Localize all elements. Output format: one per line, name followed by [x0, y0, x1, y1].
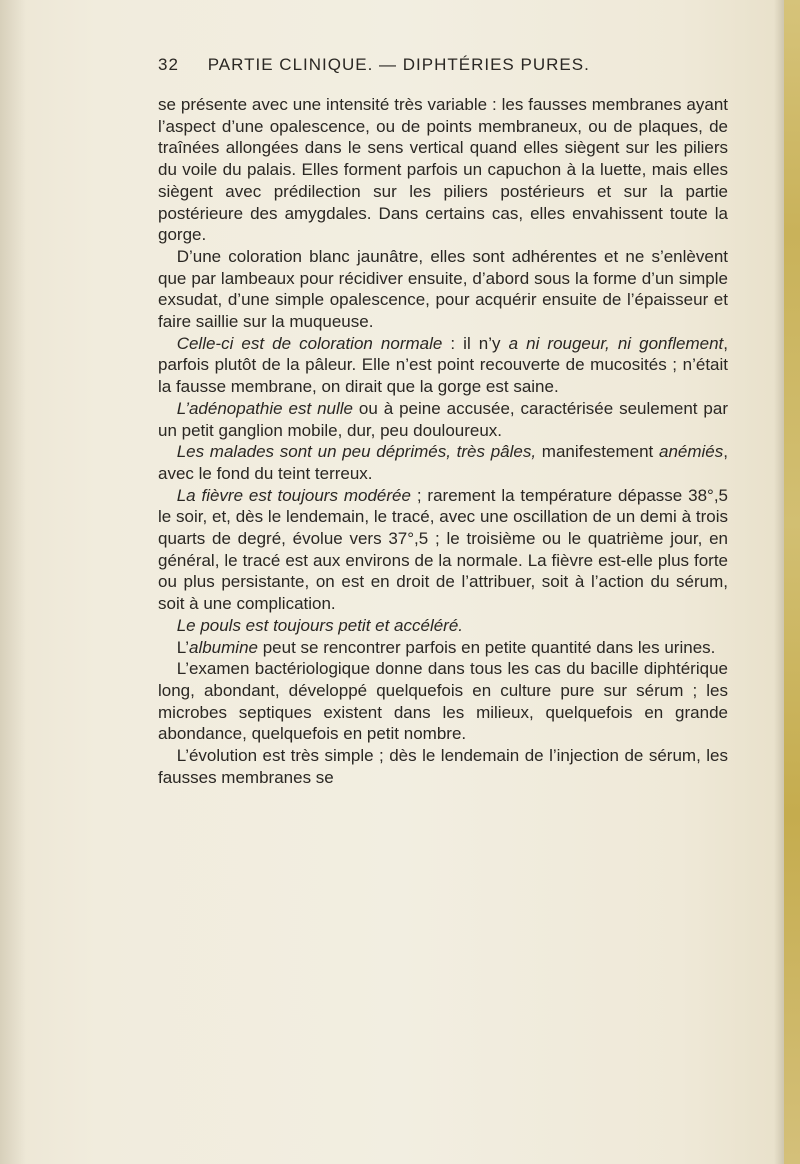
paragraph	[158, 441, 728, 484]
paragraph	[158, 745, 728, 788]
paragraph	[158, 637, 728, 659]
page-edge-shadow	[774, 0, 784, 1164]
italic-run: Le pouls est toujours petit et accéléré.	[176, 615, 464, 635]
text-run: manifestement	[536, 442, 659, 462]
paragraph	[158, 398, 728, 441]
text-run: peut se rencontrer parfois en petite quantité dans les urines.	[257, 637, 716, 657]
text-run: L’évolution est très simple ; dès le lendemain de l’injection de sérum, les fausses membranes se	[158, 746, 728, 787]
body-text	[158, 94, 728, 789]
paragraph	[158, 485, 728, 615]
gutter-shadow	[0, 0, 26, 1164]
running-header	[158, 55, 728, 75]
text-run: : il n’y	[442, 333, 509, 353]
paragraph	[158, 333, 728, 398]
paragraph	[158, 246, 728, 333]
italic-run: anémiés	[659, 442, 724, 462]
italic-run: Celle-ci est de coloration normale	[176, 333, 443, 353]
italic-run: a ni rougeur, ni gonflement	[508, 333, 724, 353]
text-run: ; rarement la température dépasse 38°,5 le soir, et, dès le lendemain, le tracé, avec une oscillation de un demi à trois quarts de degré, évolue vers 37°,5 ; le troisième ou le quatrième jour, en général, le tracé est aux environs de la normale. La fièvre est-elle plus forte ou plus persistante, on est en droit de l’attribuer, soit à l’action du sérum, soit à une complication.	[158, 485, 728, 614]
paragraph	[158, 615, 728, 637]
text-run: , avec le fond du teint terreux.	[158, 442, 728, 483]
italic-run: Les malades sont un peu déprimés, très pâles,	[176, 442, 537, 462]
paragraph	[158, 658, 728, 745]
page-number: 32	[158, 55, 179, 74]
italic-run: albumine	[188, 637, 258, 657]
italic-run: L’adénopathie est nulle	[176, 398, 353, 418]
running-title: PARTIE CLINIQUE. — DIPHTÉRIES PURES.	[207, 55, 590, 74]
text-run: L’	[176, 637, 189, 657]
text-run: , parfois plutôt de la pâleur. Elle n’est point recouverte de mucosités ; n’était la fausse membrane, on dirait que la gorge est saine.	[158, 333, 728, 397]
text-run: D’une coloration blanc jaunâtre, elles sont adhérentes et ne s’enlèvent que par lambeaux pour récidiver ensuite, d’abord sous la forme d’un simple exsudat, d’une simple opalescence, pour acquérir ensuite de l’épaisseur et faire saillie sur la muqueuse.	[158, 246, 728, 332]
italic-run: La fièvre est toujours modérée	[176, 485, 411, 505]
text-run: se présente avec une intensité très variable : les fausses membranes ayant l’aspect d’une opalescence, ou de points membraneux, ou de plaques, de traînées allongées dans le sens vertical quand elles siègent sur les piliers du voile du palais. Elles forment parfois un capuchon à la luette, mais elles siègent avec prédilection sur les piliers postérieurs et sur la partie postérieure des amygdales. Dans certains cas, elles envahissent toute la gorge.	[158, 95, 728, 245]
text-run: ou à peine accusée, caractérisée seulement par un petit ganglion mobile, dur, peu douloureux.	[158, 398, 728, 440]
page-edge	[784, 0, 800, 1164]
paragraph	[158, 94, 728, 246]
text-run: L’examen bactériologique donne dans tous les cas du bacille diphtérique long, abondant, développé quelquefois en culture pure sur sérum ; les microbes septiques existent dans les milieux, quelquefois en grande abondance, quelquefois en petit nombre.	[158, 659, 728, 744]
